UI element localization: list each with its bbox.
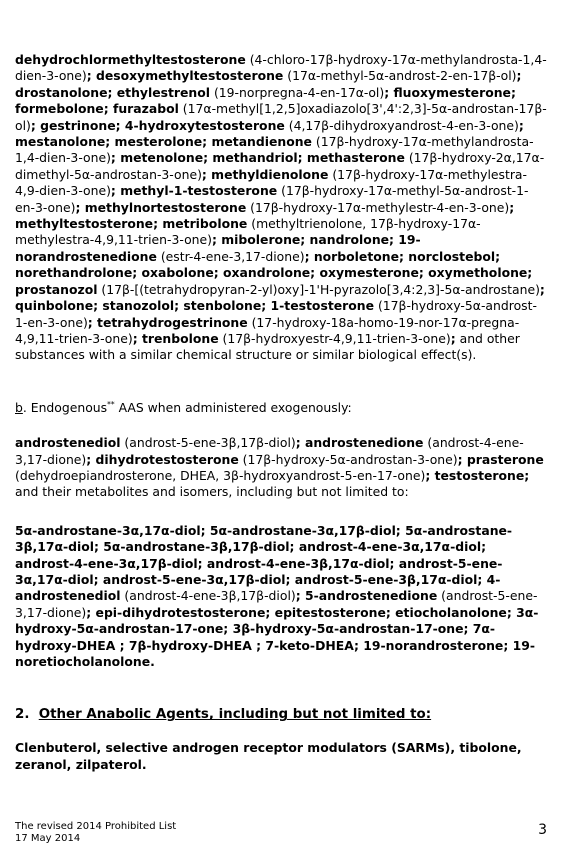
section-2-title: Other Anabolic Agents, including but not limited to: <box>38 707 432 723</box>
substance-name: ; quinbolone; stanozolol; stenbolone; 1-testosterone <box>15 281 545 314</box>
substance-name: 5α-androstane-3α,17α-diol; 5α-androstane-3α,17β-diol; 5α-androstane-3β,17α-diol; 5α-androstane-3β,17β-diol; androst-4-ene-3α,17α-diol; androst-4-ene-3α,17β-diol; androst-4-ene-3β,17α-diol; androst-5-ene-3α,17α-diol; androst-5-ene-3α,17β-diol; androst-5-ene-3β,17α-diol; 4-androstenediol <box>15 522 513 604</box>
substance-name: ; gestrinone; 4-hydroxytestosterone <box>30 117 285 133</box>
chemical-description: (17β-[(tetrahydropyran-2-yl)oxy]-1'H-pyrazolo[3,4:2,3]-5α-androstane) <box>97 281 540 297</box>
substance-name: ; fluoxymesterone; formebolone; furazabol <box>15 84 516 117</box>
substance-name: ; methyltestosterone; metribolone <box>15 199 515 232</box>
section-b-text: AAS when administered exogenously: <box>114 399 352 415</box>
chemical-description: (methyltrienolone, 17β-hydroxy-17α-methylestra-4,9,11-trien-3-one) <box>15 216 481 248</box>
substance-name: ; mibolerone; nandrolone; 19-norandrostenedione <box>15 232 421 264</box>
chemical-description: (17-hydroxy-18a-homo-19-nor-17α-pregna-4,9,11-trien-3-one) <box>15 314 520 346</box>
chemical-description: and their metabolites and isomers, including but not limited to: <box>15 484 409 500</box>
footer-title: The revised 2014 Prohibited List <box>15 821 177 832</box>
endogenous-aas-list <box>15 435 547 501</box>
substance-name: ; norboletone; norclostebol; norethandrolone; oxabolone; oxandrolone; oxymesterone; oxymetholone; prostanozol <box>15 248 533 297</box>
document-body <box>15 52 547 773</box>
substance-name: androstenediol <box>15 435 121 451</box>
section-b-heading <box>15 400 547 416</box>
chemical-description: and other substances with a similar chemical structure or similar biological effect(s). <box>15 330 520 363</box>
substance-name: ; prasterone <box>457 451 544 467</box>
substance-name: ; metenolone; methandriol; methasterone <box>110 150 405 166</box>
substance-name: ; methyl-1-testosterone <box>110 183 278 199</box>
metabolites-isomers-list <box>15 523 547 671</box>
chemical-description: (androst-4-ene-3β,17β-diol) <box>120 588 296 604</box>
substance-name: ; androstenedione <box>295 435 424 451</box>
substance-name: ; mestanolone; mesterolone; metandienone <box>15 117 524 150</box>
chemical-description: (17α-methyl[1,2,5]oxadiazolo[3',4':2,3]-5α-androstan-17β-ol) <box>15 101 547 133</box>
chemical-description: (androst-4-ene-3,17-dione) <box>15 435 524 467</box>
substance-name: ; trenbolone <box>132 330 219 346</box>
chemical-description: (19-norpregna-4-en-17α-ol) <box>210 84 385 100</box>
substance-name: ; tetrahydrogestrinone <box>87 314 248 330</box>
other-anabolic-agents-list: Clenbuterol, selective androgen receptor modulators (SARMs), tibolone, zeranol, zilpaterol. <box>15 740 522 772</box>
section-b-label: . Endogenous <box>22 399 108 415</box>
chemical-description: (17β-hydroxyestr-4,9,11-trien-3-one) <box>218 330 451 346</box>
chemical-description: (androst-5-ene-3,17-dione) <box>15 588 538 620</box>
chemical-description: (17β-hydroxy-5α-androstan-3-one) <box>238 451 458 467</box>
chemical-description: (17β-hydroxy-17α-methylestr-4-en-3-one) <box>246 199 510 215</box>
chemical-description: (4,17β-dihydroxyandrost-4-en-3-one) <box>284 117 519 133</box>
substance-name: ; drostanolone; ethylestrenol <box>15 68 522 100</box>
section-2-number: 2. <box>15 707 30 723</box>
footer-date: 17 May 2014 <box>15 833 81 845</box>
section-2-heading <box>15 706 547 723</box>
chemical-description: (17α-methyl-5α-androst-2-en-17β-ol) <box>283 68 517 84</box>
substance-name: ; <box>450 330 456 346</box>
page-number: 3 <box>538 822 547 838</box>
substance-name: ; methyldienolone <box>201 166 329 182</box>
chemical-description: (4-chloro-17β-hydroxy-17α-methylandrosta-1,4-dien-3-one) <box>15 52 547 84</box>
chemical-description: (17β-hydroxy-2α,17α-dimethyl-5α-androstan-3-one) <box>15 150 545 182</box>
chemical-description: (17β-hydroxy-5α-androst-1-en-3-one) <box>15 298 537 330</box>
page-footer <box>15 821 545 846</box>
chemical-description: (estr-4-ene-3,17-dione) <box>156 248 305 264</box>
footnote-marker: ** <box>107 399 115 409</box>
chemical-description: (androst-5-ene-3β,17β-diol) <box>120 435 296 451</box>
section-b-letter: b <box>15 399 23 415</box>
chemical-description: (dehydroepiandrosterone, DHEA, 3β-hydroxyandrost-5-en-17-one) <box>15 467 426 483</box>
chemical-description: (17β-hydroxy-17α-methylestra-4,9-dien-3-one) <box>15 166 527 199</box>
substance-name: ; desoxymethyltestosterone <box>86 68 284 84</box>
substance-name: ; methylnortestosterone <box>75 199 247 215</box>
substance-name: ; testosterone; <box>425 467 530 483</box>
substance-name: ; epi-dihydrotestosterone; epitestosterone; etiocholanolone; 3α-hydroxy-5α-androstan-17-one; 3β-hydroxy-5α-androstan-17-one; 7α-hydroxy-DHEA ; 7β-hydroxy-DHEA ; 7-keto-DHEA; 19-norandrosterone; 19-noretiocholanolone. <box>15 604 539 669</box>
chemical-description: (17β-hydroxy-17α-methyl-5α-androst-1-en-3-one) <box>15 183 529 215</box>
substance-name: dehydrochlormethyltestosterone <box>15 52 246 67</box>
substance-name: ; 5-androstenedione <box>295 588 438 604</box>
substance-name: ; dihydrotestosterone <box>86 451 239 467</box>
chemical-description: (17β-hydroxy-17α-methylandrosta-1,4-dien-3-one) <box>15 134 534 166</box>
anabolic-substances-list <box>15 52 547 364</box>
